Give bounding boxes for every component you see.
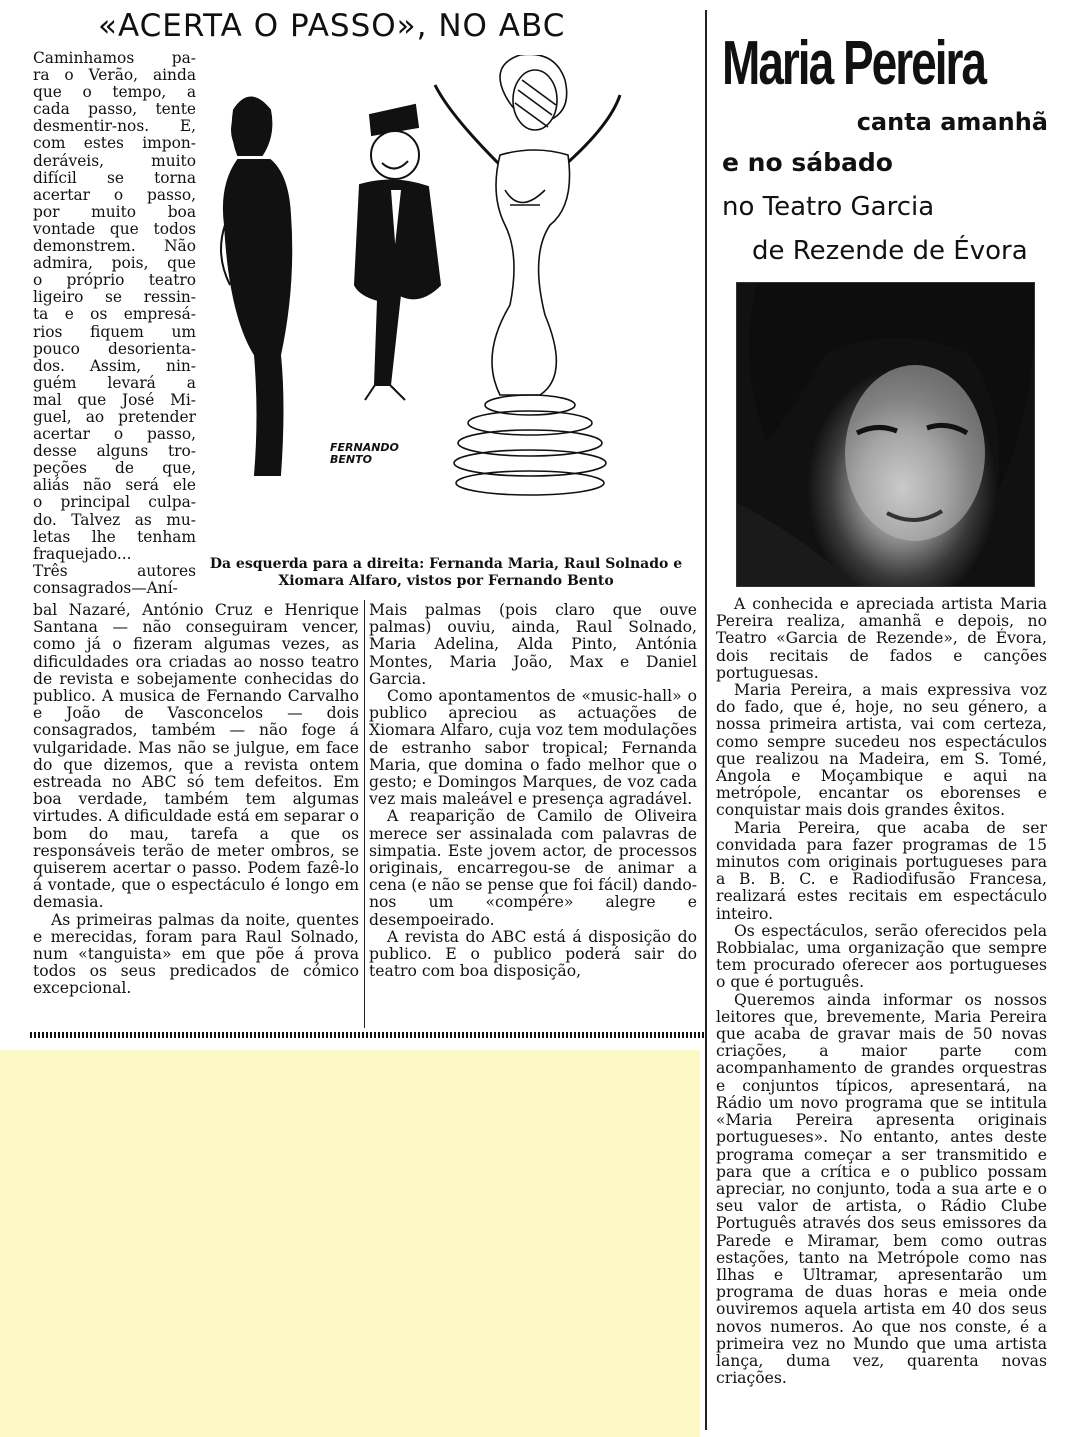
intro-line: deráveis, muito [33, 151, 196, 170]
intro-line: pouco desorienta- [33, 339, 196, 358]
left-article-title: «ACERTA O PASSO», NO ABC [98, 8, 566, 44]
right-article-body [716, 596, 1047, 1387]
raul-solnado-figure [355, 105, 440, 400]
left-col2-paragraph-1: Mais palmas (pois claro que ouve palmas) ouviu, ainda, Raul Solnado, Maria Adelina, Alda Pinto, Antónia Montes, Maria João, Max e Daniel Garcia. [369, 601, 697, 688]
intro-line: rios fiquem um [33, 322, 196, 341]
intro-line: difícil se torna [33, 168, 196, 187]
right-paragraph-4: Os espectáculos, serão oferecidos pela Robbialac, uma organização que sempre tem procurado oferecer aos portugueses o que é português. [716, 921, 1047, 992]
intro-line: acertar o passo, [33, 185, 196, 204]
intro-line: cada passo, tente [33, 100, 196, 119]
intro-line: peções de que, [33, 459, 196, 478]
intro-line: aliás não será ele [33, 476, 196, 495]
intro-line: guel, ao pretender [33, 407, 196, 426]
right-article-line-3: no Teatro Garcia [722, 192, 935, 222]
left-intro-text [33, 50, 196, 597]
left-column-divider [364, 600, 365, 1028]
intro-line: por muito boa [33, 202, 196, 221]
illustration-caption: Da esquerda para a direita: Fernanda Maria, Raul Solnado e Xiomara Alfaro, vistos por Fernando Bento [209, 556, 683, 589]
intro-line: Caminhamos pa- [33, 49, 196, 67]
left-column-2 [369, 602, 697, 980]
left-col1-paragraph-1: bal Nazaré, António Cruz e Henrique Santana — não conseguiram vencer, como já o fizeram algumas vezes, as dificuldades ora criadas ao nosso teatro de revista e sobejamente conhecidas do publico. A musica de Fernando Carvalho e João de Vasconcelos — dois consagrados, também — não foge á vulgaridade. Mas não se julgue, em face do que dizemos, que a revista ontem estreada no ABC só tem defeitos. Em boa verdade, também tem algumas virtudes. A dificuldade está em separar o bom do mau, tarefa a que os responsáveis terão de meter ombros, se quiserem acertar o passo. Podem fazê-lo á vontade, que o espectáculo é longo em demasia. [33, 601, 359, 912]
intro-line: admira, pois, que [33, 254, 196, 273]
intro-line: dos. Assim, nin- [33, 356, 196, 375]
right-paragraph-3: Maria Pereira, que acaba de ser convidada para fazer programas de 15 minutos com originais portugueses para a B. B. C. e Radiodifusão Francesa, realizará estes recitais em espectáculo inteiro. [716, 818, 1047, 923]
caricature-illustration [200, 55, 700, 550]
intro-line: ta e os empresá- [33, 305, 196, 324]
article-separator [705, 10, 707, 1430]
left-col2-paragraph-4: A revista do ABC está á disposição do publico. E o publico poderá sair do teatro com boa disposição, [369, 927, 697, 981]
illustration-signature: FERNANDO BENTO [330, 441, 399, 466]
intro-line: fraquejado... [33, 544, 132, 563]
intro-line: o principal culpa- [33, 493, 196, 512]
right-article-line-4: de Rezende de Évora [752, 236, 1028, 266]
left-column-1 [33, 602, 359, 998]
right-article-line-1: canta amanhã [856, 108, 1048, 136]
intro-line: o próprio teatro [33, 271, 196, 290]
maria-pereira-photo [736, 282, 1035, 587]
right-article-name: Maria Pereira [722, 27, 985, 98]
left-col2-paragraph-2: Como apontamentos de «music-hall» o publico apreciou as actuações de Xiomara Alfaro, cuja voz tem modulações de estranho sabor tropical; Fernanda Maria, que domina o fado melhor que o gesto; e Domingos Marques, de voz cada vez mais maleável e presença agradável. [369, 687, 697, 809]
intro-line: guém levará a [33, 373, 196, 392]
intro-line: desse alguns tro- [33, 442, 196, 461]
right-paragraph-2: Maria Pereira, a mais expressiva voz do fado, que é, hoje, no seu género, a nossa primeira artista, vai com certeza, como sempre sucedeu nos espectáculos que realizou na Madeira, em S. Tomé, Angola e Moçambique e aqui na metrópole, encantar os eborenses e conquistar mais dois grandes êxitos. [716, 681, 1047, 820]
xiomara-alfaro-figure [435, 55, 620, 495]
intro-line: desmentir-nos. E, [33, 117, 196, 136]
intro-line: Três autores [33, 561, 196, 580]
intro-line: vontade que todos [33, 219, 196, 238]
right-article-line-2: e no sábado [722, 148, 893, 177]
intro-line: que o tempo, a [33, 83, 196, 102]
intro-line: demonstrem. Não [33, 237, 196, 256]
intro-line: letas lhe tenham [33, 527, 196, 546]
left-bottom-rule [30, 1032, 706, 1038]
intro-line: acertar o passo, [33, 425, 196, 444]
right-paragraph-5: Queremos ainda informar os nossos leitores que, brevemente, Maria Pereira que acaba de gravar mais de 50 novas criações, a maior parte com acompanhamento de grandes orquestras e conjuntos típicos, apresentará, na Rádio um novo programa que se intitula «Maria Pereira apresenta originais portugueses». No entanto, antes deste programa começar a ser transmitido e para que a crítica e o publico possam apreciar, no conjunto, toda a sua arte e o seu valor de artista, o Rádio Clube Português através dos seus emissores da Parede e Miramar, bem como outras estações, tanto na Metrópole como nas Ilhas e Ultramar, apresentarão um programa de duas horas e meia onde ouviremos aquela artista em 40 dos seus novos numeros. Ao que nos conste, é a primeira vez no Mundo que uma artista lança, duma vez, quarenta novas criações. [716, 990, 1047, 1388]
left-col2-paragraph-3: A reaparição de Camilo de Oliveira merece ser assinalada com palavras de simpatia. Este jovem actor, de processos originais, encarregou-se de animar a cena (e não se pense que foi fácil) dando-nos um «compére» alegre e desempoeirado. [369, 807, 697, 929]
left-col1-paragraph-2: As primeiras palmas da noite, quentes e merecidas, foram para Raul Solnado, num «tanguista» em que põe á prova todos os seus predicados de cómico excepcional. [33, 910, 359, 998]
intro-line: mal que José Mi- [33, 390, 196, 409]
intro-line: consagrados—Aní- [33, 578, 178, 597]
intro-line: com estes impon- [33, 134, 196, 153]
right-paragraph-1: A conhecida e apreciada artista Maria Pereira realiza, amanhã e depois, no Teatro «Garcia de Rezende», de Évora, dois recitais de fados e canções portuguesas. [716, 595, 1047, 682]
fernanda-maria-figure [221, 98, 291, 476]
intro-line: ligeiro se ressin- [33, 288, 196, 307]
intro-line: ra o Verão, ainda [33, 66, 196, 85]
intro-line: do. Talvez as mu- [33, 510, 196, 529]
